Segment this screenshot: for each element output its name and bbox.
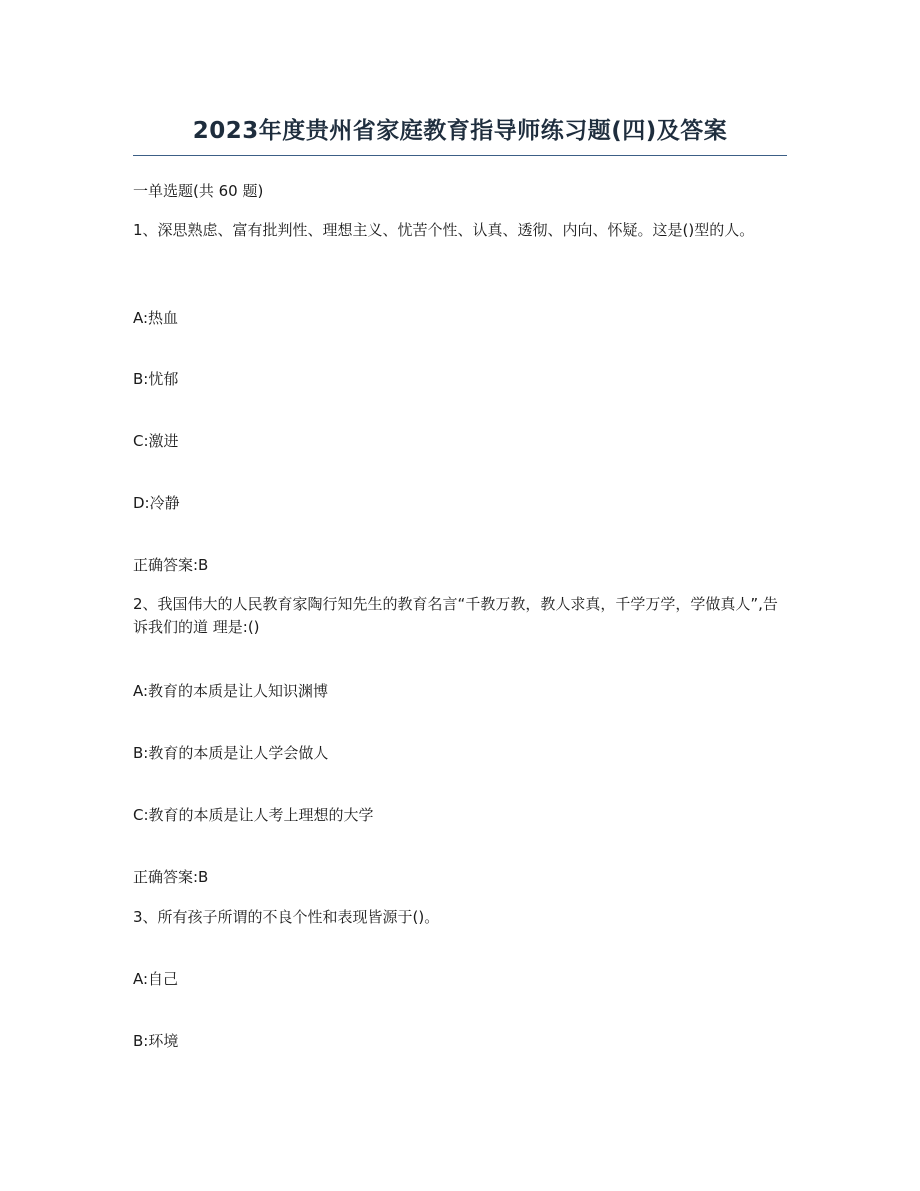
question-2-answer: 正确答案:B	[133, 868, 209, 886]
question-2-stem: 2、我国伟大的人民教育家陶行知先生的教育名言“千教万教，教人求真，千学万学，学做真人”,告诉我们的道 理是:()	[133, 595, 778, 636]
question-2-option-a: A:教育的本质是让人知识渊博	[133, 682, 329, 700]
question-3-option-a: A:自己	[133, 970, 179, 988]
question-1-option-b: B:忧郁	[133, 370, 179, 388]
question-3-option-b: B:环境	[133, 1032, 179, 1050]
question-2-option-b: B:教育的本质是让人学会做人	[133, 744, 329, 762]
title-divider	[133, 155, 787, 156]
question-1-option-d: D:冷静	[133, 494, 180, 512]
question-1-option-c: C:激进	[133, 432, 179, 450]
question-1-stem: 1、深思熟虑、富有批判性、理想主义、忧苦个性、认真、透彻、内向、怀疑。这是()型的人。	[133, 221, 755, 239]
question-1-answer: 正确答案:B	[133, 556, 209, 574]
question-1-option-a: A:热血	[133, 309, 179, 327]
section-heading: 一单选题(共 60 题)	[133, 182, 264, 200]
page-title: 2023年度贵州省家庭教育指导师练习题(四)及答案	[192, 118, 728, 144]
question-3-stem: 3、所有孩子所谓的不良个性和表现皆源于()。	[133, 908, 440, 926]
question-2-option-c: C:教育的本质是让人考上理想的大学	[133, 806, 374, 824]
